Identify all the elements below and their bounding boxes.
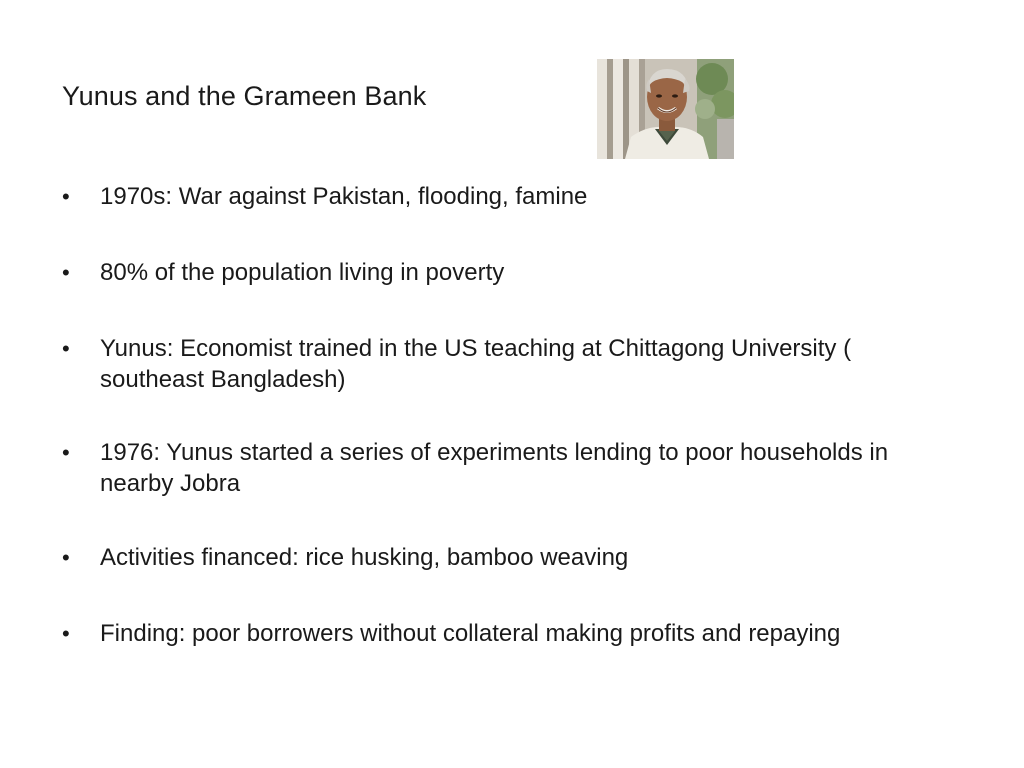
list-item	[62, 618, 920, 649]
bullet-text: Activities financed: rice husking, bamboo weaving	[100, 544, 629, 571]
list-item	[62, 257, 920, 288]
bullet-text: Yunus: Economist trained in the US teaching at Chittagong University ( southeast Bangladesh)	[100, 335, 852, 393]
bullet-icon: •	[62, 260, 70, 285]
bullet-icon: •	[62, 440, 70, 465]
portrait-photo	[597, 59, 734, 159]
bullet-text: 80% of the population living in poverty	[100, 259, 505, 286]
bullet-text: 1976: Yunus started a series of experiments lending to poor households in nearby Jobra	[100, 439, 889, 497]
bullet-icon: •	[62, 184, 70, 209]
bullet-icon: •	[62, 621, 70, 646]
bullet-text: 1970s: War against Pakistan, flooding, famine	[100, 183, 588, 210]
bullet-icon: •	[62, 336, 70, 361]
bullet-icon: •	[62, 545, 70, 570]
bullet-text: Finding: poor borrowers without collateral making profits and repaying	[100, 620, 841, 647]
list-item	[62, 542, 920, 573]
list-item	[62, 333, 920, 395]
slide-title: Yunus and the Grameen Bank	[62, 81, 427, 111]
list-item	[62, 437, 920, 499]
list-item	[62, 181, 920, 212]
